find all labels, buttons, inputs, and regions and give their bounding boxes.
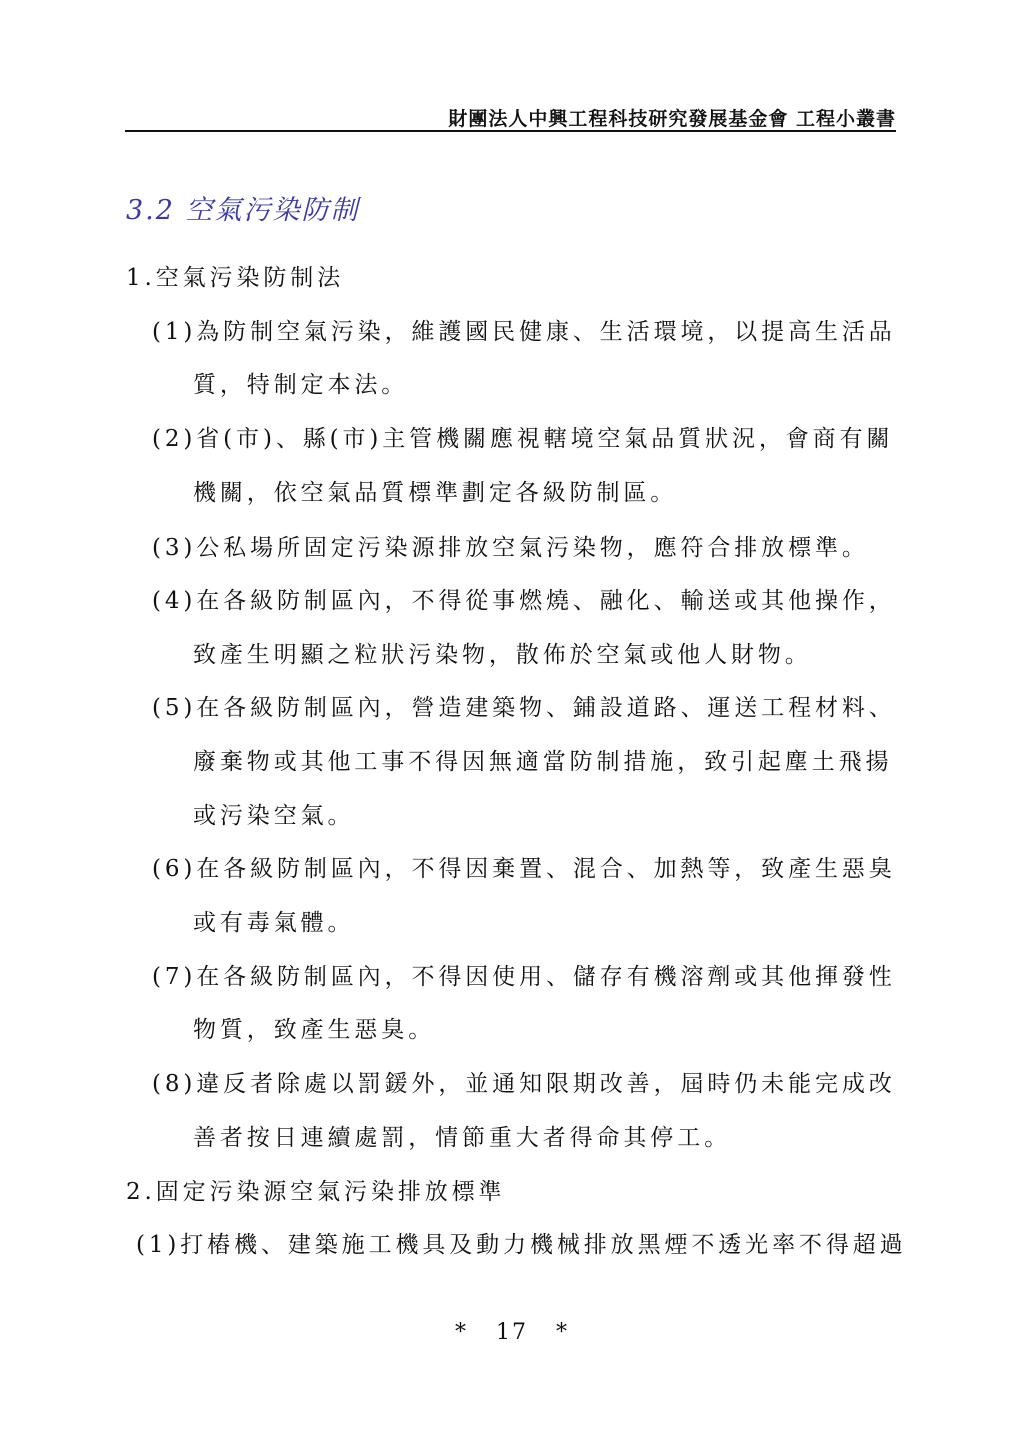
list-item-6: [152, 854, 896, 884]
footer-star-right: *: [556, 1320, 569, 1345]
item-text: 在各級防制區內，不得因棄置、混合、加熱等，致產生惡臭: [196, 856, 896, 882]
item-continuation: 或有毒氣體。: [193, 910, 355, 936]
item-text: 省(市)、縣(市)主管機關應視轄境空氣品質狀況，會商有關: [196, 426, 894, 452]
list-item-5: [152, 693, 896, 723]
item-continuation: 廢棄物或其他工事不得因無適當防制措施，致引起塵土飛揚: [193, 749, 893, 775]
list-item-8: [152, 1069, 896, 1099]
list-item-2: [152, 424, 893, 454]
header-title: 財團法人中興工程科技研究發展基金會 工程小叢書: [448, 108, 896, 130]
page-number: 17: [496, 1320, 528, 1345]
item-number: (1): [152, 319, 197, 345]
item-continuation: 物質，致產生惡臭。: [193, 1017, 436, 1043]
item-number: (8): [152, 1071, 197, 1097]
page-footer: [0, 1320, 1024, 1345]
item-number: (3): [152, 535, 197, 561]
item-number: (6): [152, 856, 197, 882]
item-text: 為防制空氣污染，維護國民健康、生活環境，以提高生活品: [196, 319, 896, 345]
item-continuation: 善者按日連續處罰，情節重大者得命其停工。: [193, 1125, 731, 1151]
item-text: 在各級防制區內，不得從事燃燒、融化、輸送或其他操作，: [196, 588, 896, 614]
list-item-7: [152, 962, 896, 992]
heading-2: 2.固定污染源空氣污染排放標準: [126, 1179, 506, 1205]
list-item-1: [152, 317, 896, 347]
item-text: 公私場所固定污染源排放空氣污染物，應符合排放標準。: [196, 535, 869, 561]
item-text: 在各級防制區內，營造建築物、鋪設道路、運送工程材料、: [196, 695, 896, 721]
item-continuation: 機關，依空氣品質標準劃定各級防制區。: [193, 480, 678, 506]
section-title: 3.2 空氣污染防制: [126, 195, 360, 226]
item-text: 違反者除處以罰鍰外，並通知限期改善，屆時仍未能完成改: [196, 1071, 896, 1097]
footer-star-left: *: [455, 1320, 468, 1345]
item-number: (7): [152, 964, 197, 990]
item-number: (5): [152, 695, 197, 721]
item-continuation: 或污染空氣。: [193, 803, 355, 829]
page-header: [125, 104, 896, 132]
heading-1: 1.空氣污染防制法: [126, 265, 345, 291]
item-text: 打樁機、建築施工機具及動力機械排放黑煙不透光率不得超過: [180, 1232, 907, 1258]
list-item-4: [152, 586, 896, 616]
list-item-2-1: [136, 1230, 907, 1260]
item-text: 在各級防制區內，不得因使用、儲存有機溶劑或其他揮發性: [196, 964, 896, 990]
item-continuation: 致產生明顯之粒狀污染物，散佈於空氣或他人財物。: [193, 642, 812, 668]
item-continuation: 質，特制定本法。: [193, 372, 409, 398]
item-number: (1): [136, 1232, 181, 1258]
item-number: (2): [152, 426, 197, 452]
item-number: (4): [152, 588, 197, 614]
list-item-3: [152, 533, 869, 563]
